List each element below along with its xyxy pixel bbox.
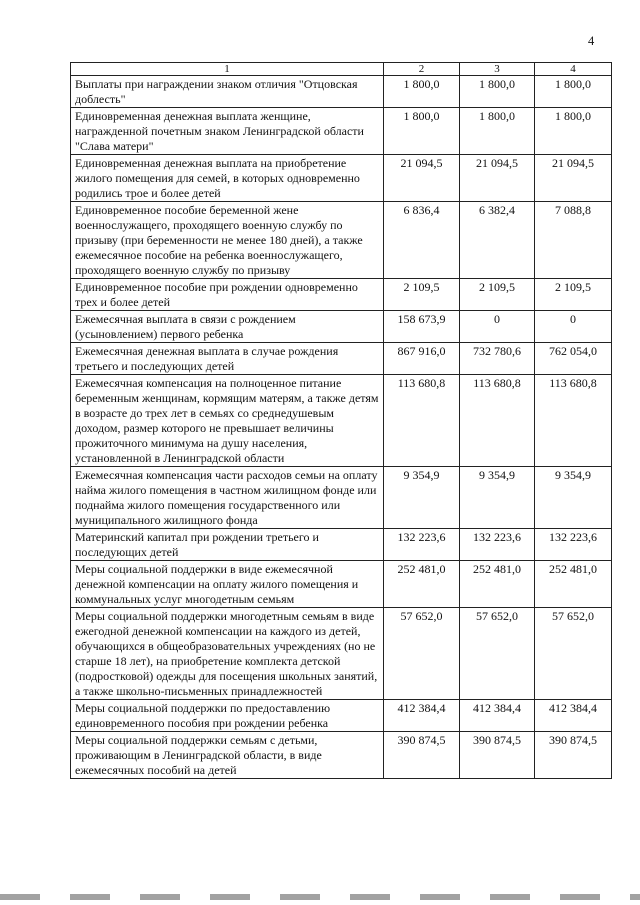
value-col-2: 867 916,0 — [384, 343, 460, 375]
value-col-4: 252 481,0 — [535, 561, 612, 608]
table-row — [71, 561, 612, 608]
value-col-2: 1 800,0 — [384, 108, 460, 155]
value-col-3: 57 652,0 — [460, 608, 535, 700]
header-col-3: 3 — [460, 63, 535, 76]
value-col-4: 412 384,4 — [535, 700, 612, 732]
table-row — [71, 529, 612, 561]
table-row — [71, 279, 612, 311]
value-col-4: 57 652,0 — [535, 608, 612, 700]
value-col-4: 1 800,0 — [535, 108, 612, 155]
table-row — [71, 608, 612, 700]
scan-edge-artifact — [0, 894, 640, 900]
table-row — [71, 700, 612, 732]
table-row — [71, 467, 612, 529]
table-row — [71, 375, 612, 467]
value-col-3: 132 223,6 — [460, 529, 535, 561]
row-label: Единовременное пособие беременной жене военнослужащего, проходящего военную службу по призыву (при беременности не менее 180 дней), а также ежемесячное пособие на ребенка военнослужащего, проходящего военную службу по призыву — [71, 202, 384, 279]
table-row — [71, 311, 612, 343]
value-col-4: 390 874,5 — [535, 732, 612, 779]
value-col-3: 21 094,5 — [460, 155, 535, 202]
value-col-3: 113 680,8 — [460, 375, 535, 467]
header-col-1: 1 — [71, 63, 384, 76]
value-col-3: 9 354,9 — [460, 467, 535, 529]
table-row — [71, 155, 612, 202]
value-col-4: 1 800,0 — [535, 76, 612, 108]
value-col-2: 57 652,0 — [384, 608, 460, 700]
row-label: Единовременная денежная выплата женщине, награжденной почетным знаком Ленинградской области "Слава матери" — [71, 108, 384, 155]
row-label: Единовременное пособие при рождении одновременно трех и более детей — [71, 279, 384, 311]
value-col-4: 132 223,6 — [535, 529, 612, 561]
row-label: Ежемесячная денежная выплата в случае рождения третьего и последующих детей — [71, 343, 384, 375]
value-col-2: 390 874,5 — [384, 732, 460, 779]
value-col-3: 412 384,4 — [460, 700, 535, 732]
table-row — [71, 732, 612, 779]
value-col-2: 412 384,4 — [384, 700, 460, 732]
value-col-2: 252 481,0 — [384, 561, 460, 608]
value-col-3: 390 874,5 — [460, 732, 535, 779]
value-col-2: 132 223,6 — [384, 529, 460, 561]
value-col-3: 732 780,6 — [460, 343, 535, 375]
value-col-2: 21 094,5 — [384, 155, 460, 202]
page-number: 4 — [588, 34, 595, 48]
value-col-3: 0 — [460, 311, 535, 343]
row-label: Ежемесячная компенсация части расходов семьи на оплату найма жилого помещения в частном жилищном фонде или поднайма жилого помещения государственного или муниципального жилищного фонда — [71, 467, 384, 529]
value-col-2: 6 836,4 — [384, 202, 460, 279]
table-row — [71, 202, 612, 279]
header-col-2: 2 — [384, 63, 460, 76]
row-label: Меры социальной поддержки в виде ежемесячной денежной компенсации на оплату жилого помещения и коммунальных услуг многодетным семьям — [71, 561, 384, 608]
value-col-3: 252 481,0 — [460, 561, 535, 608]
budget-table — [70, 62, 612, 779]
table-header-row — [71, 63, 612, 76]
value-col-2: 2 109,5 — [384, 279, 460, 311]
table-row — [71, 76, 612, 108]
row-label: Ежемесячная выплата в связи с рождением (усыновлением) первого ребенка — [71, 311, 384, 343]
row-label: Ежемесячная компенсация на полноценное питание беременным женщинам, кормящим матерям, а также детям в возрасте до трех лет в семьях со среднедушевым доходом, размер которого не превышает величины прожиточного минимума на душу населения, установленной в Ленинградской области — [71, 375, 384, 467]
value-col-2: 113 680,8 — [384, 375, 460, 467]
value-col-3: 2 109,5 — [460, 279, 535, 311]
value-col-4: 0 — [535, 311, 612, 343]
value-col-4: 113 680,8 — [535, 375, 612, 467]
value-col-2: 158 673,9 — [384, 311, 460, 343]
value-col-3: 1 800,0 — [460, 108, 535, 155]
table-row — [71, 343, 612, 375]
row-label: Меры социальной поддержки по предоставлению единовременного пособия при рождении ребенка — [71, 700, 384, 732]
row-label: Единовременная денежная выплата на приобретение жилого помещения для семей, в которых одновременно родились трое и более детей — [71, 155, 384, 202]
table-row — [71, 108, 612, 155]
row-label: Меры социальной поддержки семьям с детьми, проживающим в Ленинградской области, в виде ежемесячных пособий на детей — [71, 732, 384, 779]
value-col-4: 762 054,0 — [535, 343, 612, 375]
value-col-2: 1 800,0 — [384, 76, 460, 108]
value-col-3: 6 382,4 — [460, 202, 535, 279]
row-label: Материнский капитал при рождении третьего и последующих детей — [71, 529, 384, 561]
value-col-2: 9 354,9 — [384, 467, 460, 529]
value-col-4: 7 088,8 — [535, 202, 612, 279]
row-label: Меры социальной поддержки многодетным семьям в виде ежегодной денежной компенсации на каждого из детей, обучающихся в общеобразовательных учреждениях (но не старше 18 лет), на приобретение комплекта детской (подростковой) одежды для посещения школьных занятий, а также школьно-письменных принадлежностей — [71, 608, 384, 700]
value-col-4: 21 094,5 — [535, 155, 612, 202]
header-col-4: 4 — [535, 63, 612, 76]
value-col-4: 2 109,5 — [535, 279, 612, 311]
value-col-3: 1 800,0 — [460, 76, 535, 108]
row-label: Выплаты при награждении знаком отличия "Отцовская доблесть" — [71, 76, 384, 108]
value-col-4: 9 354,9 — [535, 467, 612, 529]
